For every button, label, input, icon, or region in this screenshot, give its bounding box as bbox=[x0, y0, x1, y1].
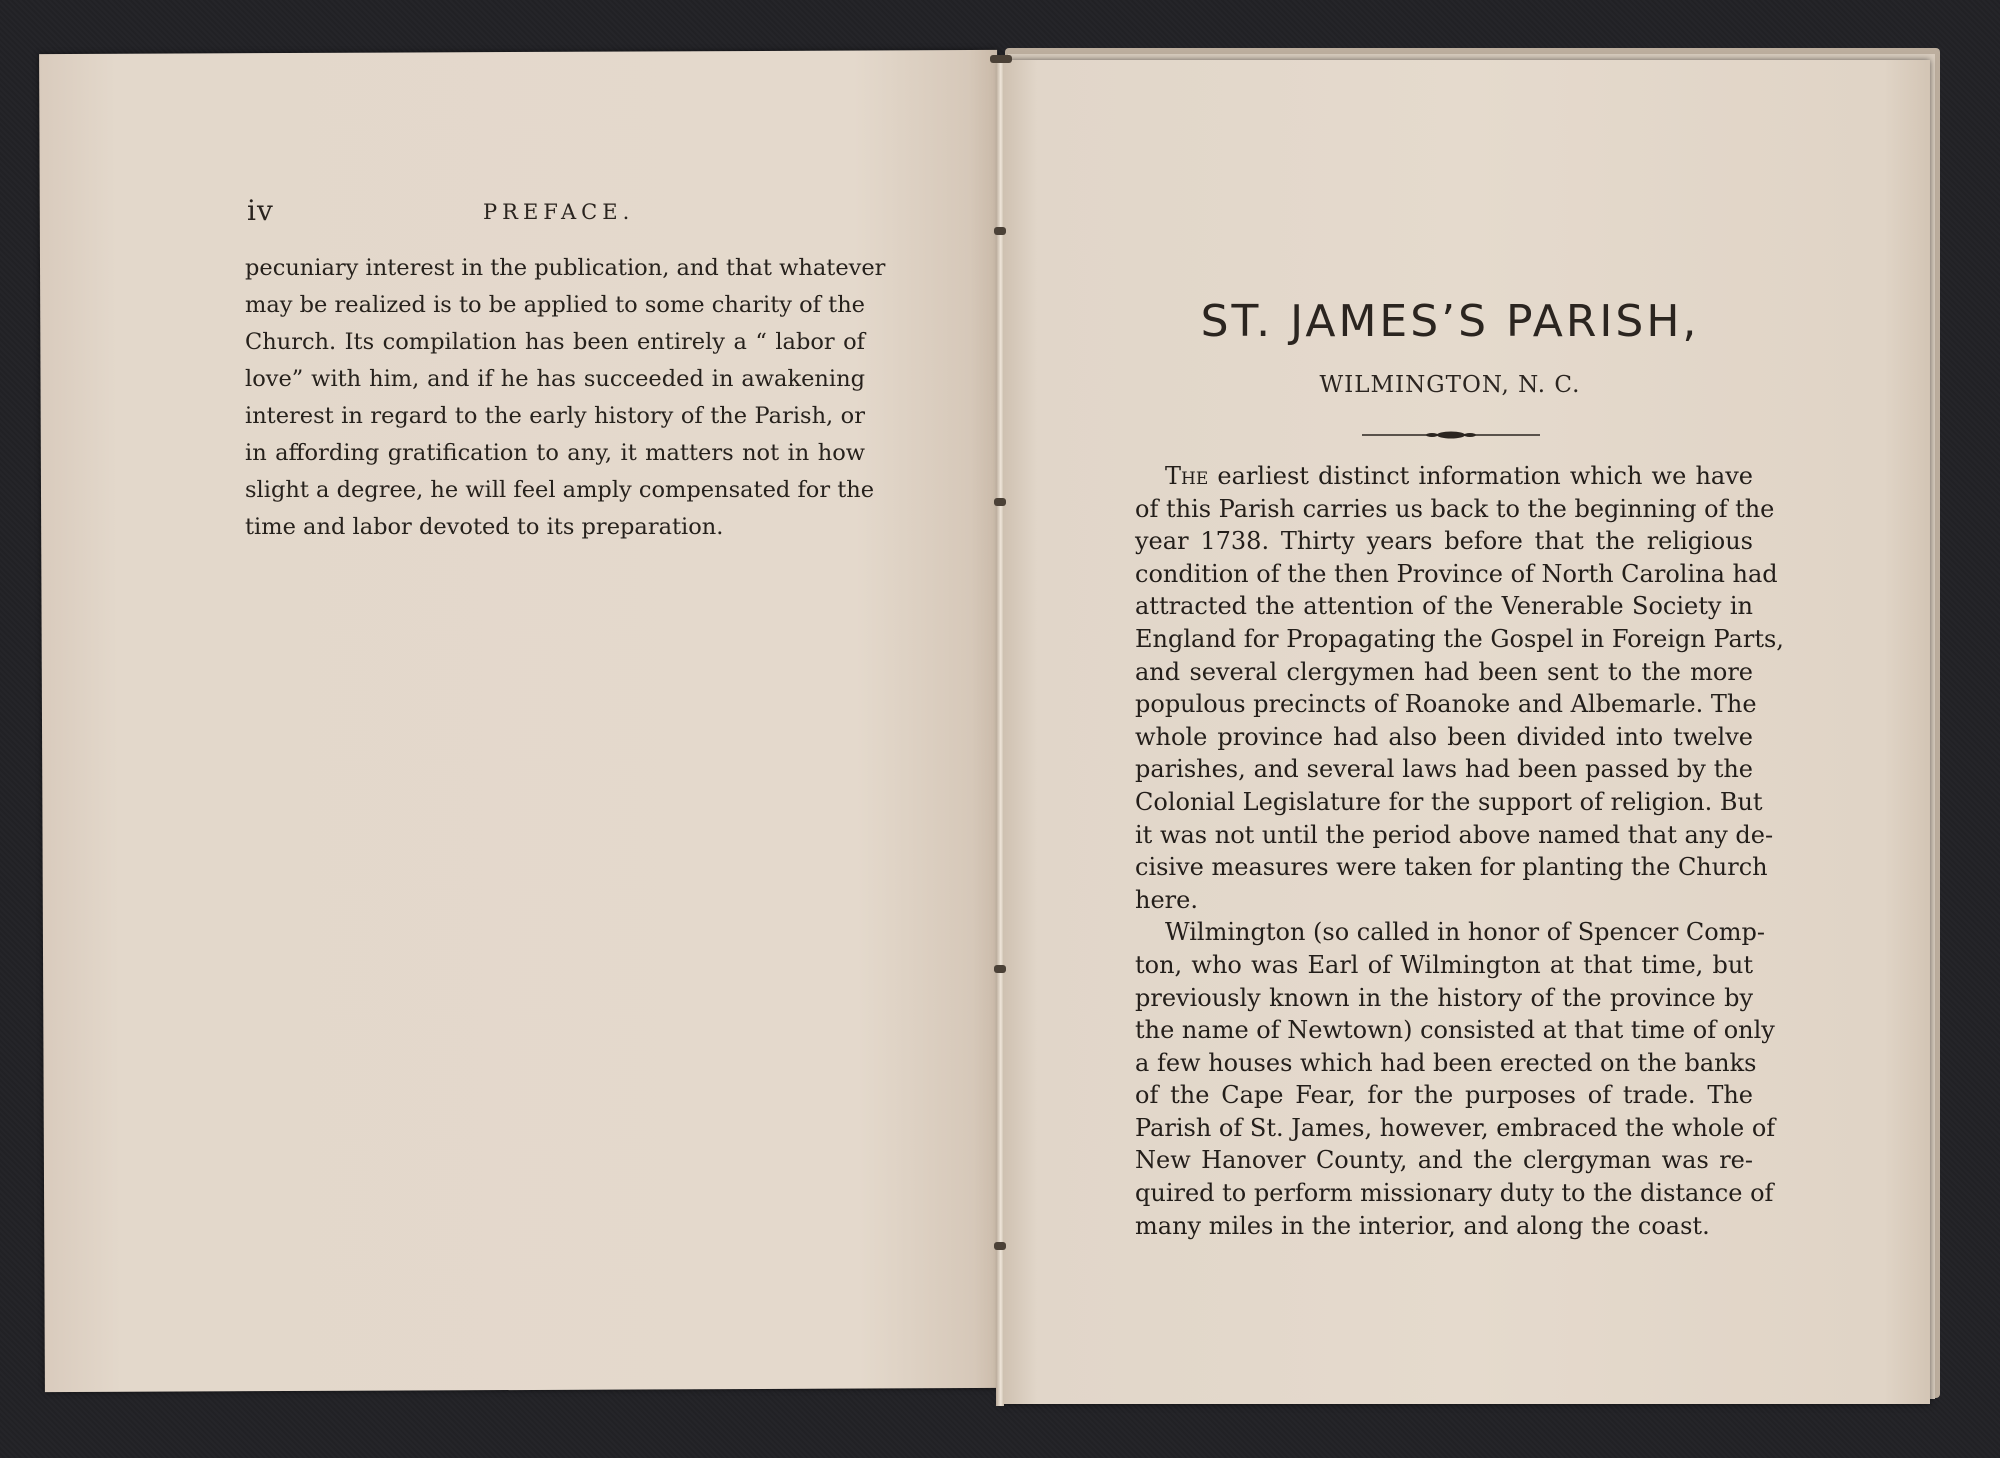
text-line: slight a degree, he will feel amply compensated for the bbox=[245, 477, 875, 503]
text-line: may be realized is to be applied to some charity of the bbox=[245, 292, 865, 318]
text-line: previously known in the history of the province by bbox=[1135, 983, 1753, 1012]
section-heading: PREFACE. bbox=[483, 200, 635, 224]
text-line: here. bbox=[1135, 885, 1198, 914]
text-line: populous precincts of Roanoke and Albemarle. The bbox=[1135, 690, 1757, 719]
text-line: Church. Its compilation has been entirely a “ labor of bbox=[245, 329, 865, 355]
stitch-mark bbox=[994, 498, 1006, 506]
drop-word: The bbox=[1165, 462, 1209, 490]
text-line: time and labor devoted to its preparation. bbox=[245, 514, 724, 540]
text-line: of this Parish carries us back to the beginning of the bbox=[1135, 494, 1775, 523]
chapter-subtitle: WILMINGTON, N. C. bbox=[1319, 372, 1581, 398]
ornamental-rule-icon bbox=[1362, 428, 1540, 442]
text-line: Wilmington (so called in honor of Spencer Comp- bbox=[1165, 918, 1765, 947]
preface-text bbox=[245, 250, 886, 546]
parish-history-text bbox=[1135, 460, 1784, 1242]
text-line: year 1738. Thirty years before that the religious bbox=[1135, 527, 1753, 556]
stitch-mark bbox=[994, 227, 1006, 235]
text-line: ton, who was Earl of Wilmington at that time, but bbox=[1135, 950, 1753, 979]
text-line: condition of the then Province of North Carolina had bbox=[1135, 559, 1778, 588]
text-line: love” with him, and if he has succeeded in awakening bbox=[245, 366, 865, 392]
staple-top bbox=[990, 55, 1012, 63]
text-line: a few houses which had been erected on the banks bbox=[1135, 1048, 1757, 1077]
text-line: The earliest distinct information which we have bbox=[1165, 462, 1753, 490]
running-head bbox=[247, 194, 867, 228]
text-line: and several clergymen had been sent to the more bbox=[1135, 657, 1753, 686]
text-line: whole province had also been divided into twelve bbox=[1135, 722, 1753, 751]
text-line: interest in regard to the early history of the Parish, or bbox=[245, 403, 865, 429]
page-number: iv bbox=[247, 194, 274, 227]
text-line: parishes, and several laws had been passed by the bbox=[1135, 755, 1753, 784]
text-line: New Hanover County, and the clergyman was re- bbox=[1135, 1146, 1753, 1175]
text-line: cisive measures were taken for planting the Church bbox=[1135, 853, 1768, 882]
book-spine bbox=[996, 56, 1004, 1406]
text-line: in affording gratification to any, it matters not in how bbox=[245, 440, 865, 466]
text-line: the name of Newtown) consisted at that time of only bbox=[1135, 1016, 1775, 1045]
stitch-mark bbox=[994, 965, 1006, 973]
text-line: many miles in the interior, and along the coast. bbox=[1135, 1211, 1710, 1240]
text-line: England for Propagating the Gospel in Foreign Parts, bbox=[1135, 624, 1784, 653]
text-line: attracted the attention of the Venerable Society in bbox=[1135, 592, 1753, 621]
text-line: pecuniary interest in the publication, and that whatever bbox=[245, 255, 886, 281]
text-line: it was not until the period above named that any de- bbox=[1135, 820, 1774, 849]
text-line: quired to perform missionary duty to the distance of bbox=[1135, 1179, 1774, 1208]
text-line: of the Cape Fear, for the purposes of trade. The bbox=[1135, 1081, 1753, 1110]
text-line: Colonial Legislature for the support of religion. But bbox=[1135, 787, 1763, 816]
stitch-mark bbox=[994, 1242, 1006, 1250]
chapter-title: ST. JAMES’S PARISH, bbox=[1200, 296, 1700, 347]
text-line: Parish of St. James, however, embraced the whole of bbox=[1135, 1113, 1776, 1142]
